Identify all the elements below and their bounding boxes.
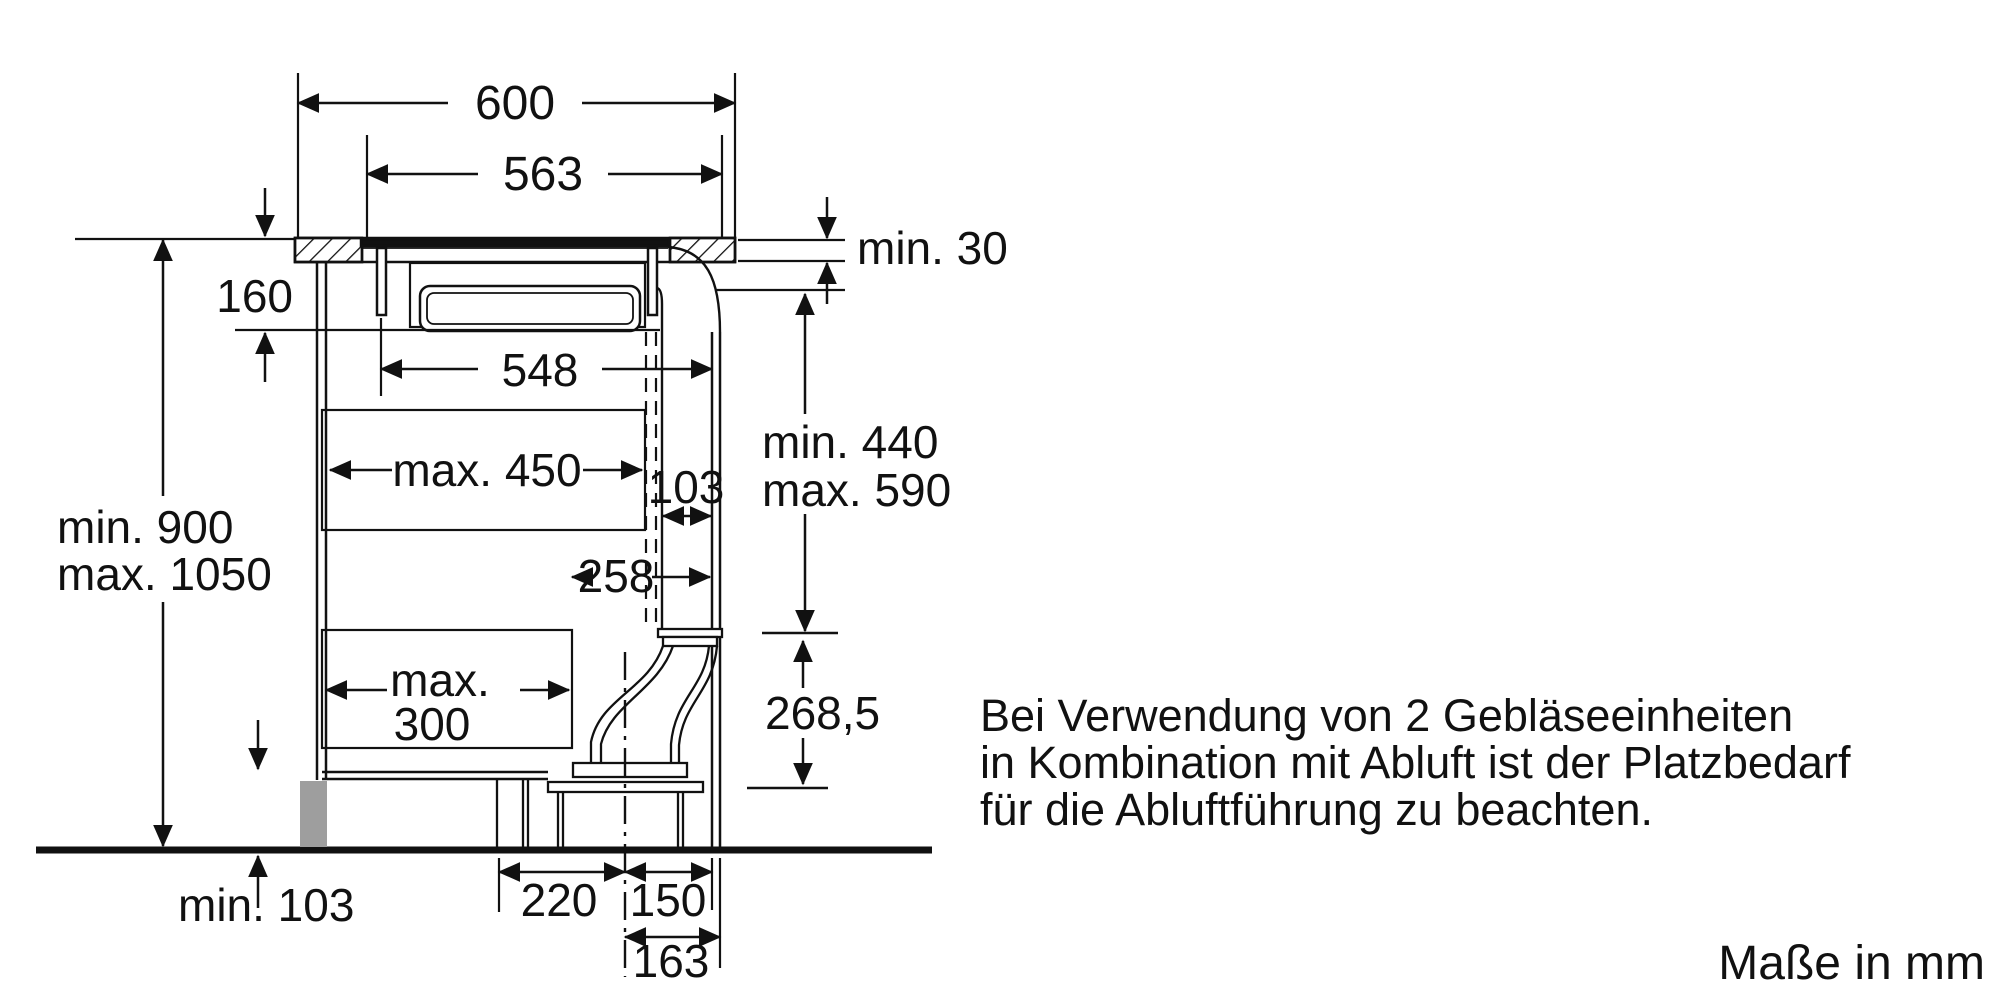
label-hob-depth: 160 <box>216 270 293 322</box>
label-duct-depth: 103 <box>647 461 725 513</box>
hob-front-flange <box>377 248 386 315</box>
label-niche-height-2: max. 1050 <box>57 548 272 600</box>
dimension-lines <box>163 73 838 968</box>
label-cutout-depth: 563 <box>502 148 584 201</box>
note-line-3: für die Abluftführung zu beachten. <box>980 784 1653 835</box>
adjustable-foot <box>300 781 327 847</box>
hob-rear-flange <box>648 248 657 315</box>
cabinet-structure <box>36 238 932 977</box>
label-hob-body-depth: 548 <box>501 344 579 396</box>
label-worktop-depth: 600 <box>474 77 556 130</box>
label-outlet-total: 163 <box>632 935 710 987</box>
label-duct-drop-1: min. 440 <box>762 416 939 468</box>
label-outlet-rear: 150 <box>629 874 707 926</box>
label-worktop-thickness: min. 30 <box>857 222 1008 274</box>
label-outlet-front: 220 <box>520 874 598 926</box>
label-bend-height: 268,5 <box>765 687 881 739</box>
note-line-1: Bei Verwendung von 2 Gebläseeinheiten <box>980 690 1794 741</box>
label-bend-clearance: 258 <box>577 550 655 602</box>
label-lower-drawer-1: max. <box>390 654 490 706</box>
hob-glass-top <box>361 239 669 248</box>
label-lower-drawer-2: 300 <box>393 698 471 750</box>
hob-vent-module <box>410 263 645 331</box>
note-text <box>980 690 1985 990</box>
label-duct-drop-2: max. 590 <box>762 464 952 516</box>
label-upper-drawer: max. 450 <box>392 444 582 496</box>
units-label: Maße in mm <box>1718 937 1985 990</box>
duct-s-bend <box>548 629 722 792</box>
label-plinth-height: min. 103 <box>178 879 355 931</box>
note-line-2: in Kombination mit Abluft ist der Platzbedarf <box>980 737 1851 788</box>
label-niche-height-1: min. 900 <box>57 501 234 553</box>
